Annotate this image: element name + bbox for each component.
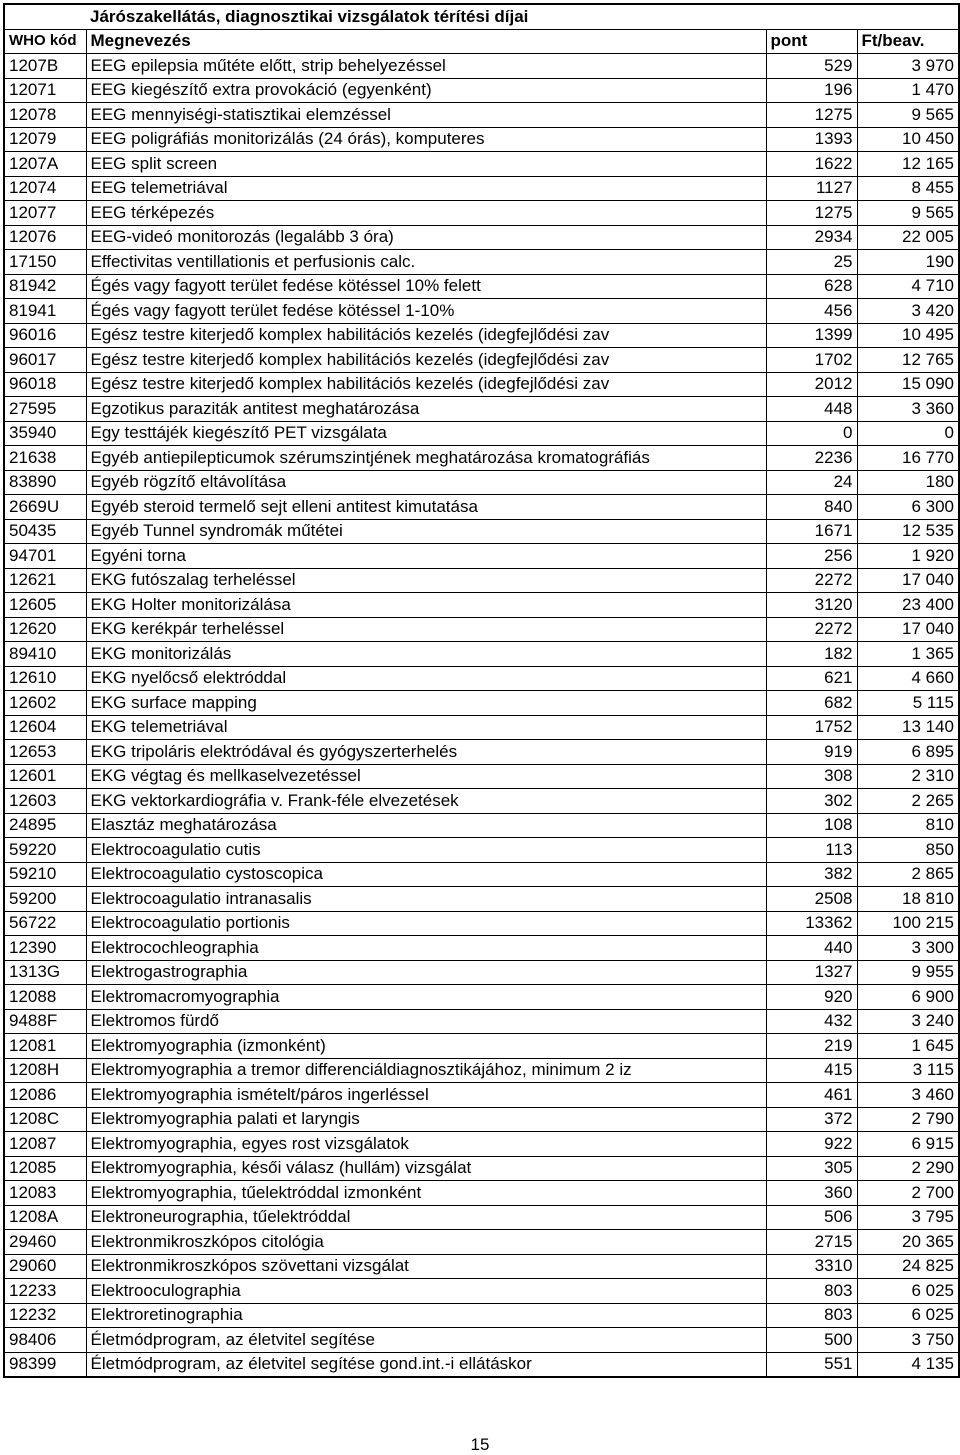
name-cell: EEG-videó monitorozás (legalább 3 óra) — [86, 225, 766, 250]
name-cell: Egész testre kiterjedő komplex habilitációs kezelés (idegfejlődési zav — [86, 372, 766, 397]
who-code-cell: 12602 — [4, 691, 86, 716]
pont-cell: 682 — [766, 691, 857, 716]
who-code-cell: 12087 — [4, 1132, 86, 1157]
pont-cell: 1399 — [766, 323, 857, 348]
pont-cell: 621 — [766, 666, 857, 691]
table-row — [4, 348, 959, 373]
ft-cell: 2 265 — [857, 789, 959, 814]
pont-cell: 551 — [766, 1352, 857, 1377]
table-row — [4, 1132, 959, 1157]
who-code-cell: 81942 — [4, 274, 86, 299]
table-row — [4, 1352, 959, 1377]
header-who-code: WHO kód — [4, 29, 86, 54]
table-row — [4, 789, 959, 814]
name-cell: Elektromyographia, késői válasz (hullám) vizsgálat — [86, 1156, 766, 1181]
table-row — [4, 544, 959, 569]
pont-cell: 500 — [766, 1328, 857, 1353]
pont-cell: 803 — [766, 1303, 857, 1328]
ft-cell: 180 — [857, 470, 959, 495]
name-cell: Elektrooculographia — [86, 1279, 766, 1304]
ft-cell: 5 115 — [857, 691, 959, 716]
who-code-cell: 21638 — [4, 446, 86, 471]
name-cell: Elektrogastrographia — [86, 960, 766, 985]
table-row — [4, 1303, 959, 1328]
header-ft: Ft/beav. — [857, 29, 959, 54]
who-code-cell: 98406 — [4, 1328, 86, 1353]
who-code-cell: 9488F — [4, 1009, 86, 1034]
name-cell: Égés vagy fagyott terület fedése kötéssel 10% felett — [86, 274, 766, 299]
ft-cell: 850 — [857, 838, 959, 863]
pont-cell: 13362 — [766, 911, 857, 936]
table-row — [4, 250, 959, 275]
pont-cell: 920 — [766, 985, 857, 1010]
who-code-cell: 12232 — [4, 1303, 86, 1328]
name-cell: EKG monitorizálás — [86, 642, 766, 667]
ft-cell: 1 365 — [857, 642, 959, 667]
table-row — [4, 666, 959, 691]
pont-cell: 803 — [766, 1279, 857, 1304]
name-cell: Elektromyographia, tűelektróddal izmonként — [86, 1181, 766, 1206]
name-cell: Elektromyographia palati et laryngis — [86, 1107, 766, 1132]
ft-cell: 190 — [857, 250, 959, 275]
table-row — [4, 1156, 959, 1181]
pont-cell: 196 — [766, 78, 857, 103]
who-code-cell: 12076 — [4, 225, 86, 250]
name-cell: Egyéni torna — [86, 544, 766, 569]
table-row — [4, 421, 959, 446]
ft-cell: 17 040 — [857, 617, 959, 642]
pont-cell: 24 — [766, 470, 857, 495]
who-code-cell: 59220 — [4, 838, 86, 863]
name-cell: Elektroneurographia, tűelektróddal — [86, 1205, 766, 1230]
table-row — [4, 299, 959, 324]
name-cell: Egész testre kiterjedő komplex habilitációs kezelés (idegfejlődési zav — [86, 348, 766, 373]
pont-cell: 432 — [766, 1009, 857, 1034]
who-code-cell: 12653 — [4, 740, 86, 765]
who-code-cell: 89410 — [4, 642, 86, 667]
pont-cell: 529 — [766, 54, 857, 79]
table-row — [4, 470, 959, 495]
who-code-cell: 12605 — [4, 593, 86, 618]
name-cell: Egyéb Tunnel syndromák műtétei — [86, 519, 766, 544]
name-cell: EKG vektorkardiográfia v. Frank-féle elvezetések — [86, 789, 766, 814]
table-row — [4, 764, 959, 789]
ft-cell: 6 025 — [857, 1279, 959, 1304]
ft-cell: 12 165 — [857, 152, 959, 177]
name-cell: Egyéb steroid termelő sejt elleni antitest kimutatása — [86, 495, 766, 520]
name-cell: Elektrocoagulatio portionis — [86, 911, 766, 936]
pont-cell: 3120 — [766, 593, 857, 618]
pont-cell: 25 — [766, 250, 857, 275]
table-row — [4, 715, 959, 740]
name-cell: EEG poligráfiás monitorizálás (24 órás), komputeres — [86, 127, 766, 152]
who-code-cell: 12620 — [4, 617, 86, 642]
who-code-cell: 35940 — [4, 421, 86, 446]
who-code-cell: 1208A — [4, 1205, 86, 1230]
who-code-cell: 98399 — [4, 1352, 86, 1377]
ft-cell: 2 310 — [857, 764, 959, 789]
table-row — [4, 397, 959, 422]
pont-cell: 919 — [766, 740, 857, 765]
name-cell: EKG Holter monitorizálása — [86, 593, 766, 618]
ft-cell: 1 470 — [857, 78, 959, 103]
who-code-cell: 12078 — [4, 103, 86, 128]
ft-cell: 3 360 — [857, 397, 959, 422]
who-code-cell: 12621 — [4, 568, 86, 593]
ft-cell: 17 040 — [857, 568, 959, 593]
table-row — [4, 1009, 959, 1034]
table-row — [4, 887, 959, 912]
who-code-cell: 27595 — [4, 397, 86, 422]
name-cell: EKG tripoláris elektródával és gyógyszerterhelés — [86, 740, 766, 765]
who-code-cell: 12088 — [4, 985, 86, 1010]
name-cell: Elektromyographia a tremor differenciáldiagnosztikájához, minimum 2 iz — [86, 1058, 766, 1083]
who-code-cell: 12081 — [4, 1034, 86, 1059]
pont-cell: 1622 — [766, 152, 857, 177]
ft-cell: 3 300 — [857, 936, 959, 961]
ft-cell: 23 400 — [857, 593, 959, 618]
who-code-cell: 96018 — [4, 372, 86, 397]
title-row — [4, 4, 959, 29]
ft-cell: 10 495 — [857, 323, 959, 348]
ft-cell: 8 455 — [857, 176, 959, 201]
pont-cell: 1275 — [766, 103, 857, 128]
ft-cell: 15 090 — [857, 372, 959, 397]
who-code-cell: 2669U — [4, 495, 86, 520]
pont-cell: 372 — [766, 1107, 857, 1132]
pont-cell: 219 — [766, 1034, 857, 1059]
table-row — [4, 103, 959, 128]
who-code-cell: 12390 — [4, 936, 86, 961]
name-cell: EKG kerékpár terheléssel — [86, 617, 766, 642]
ft-cell: 0 — [857, 421, 959, 446]
pont-cell: 440 — [766, 936, 857, 961]
pont-cell: 382 — [766, 862, 857, 887]
who-code-cell: 81941 — [4, 299, 86, 324]
table-row — [4, 862, 959, 887]
table-row — [4, 1230, 959, 1255]
fee-table — [3, 3, 960, 1378]
table-row — [4, 274, 959, 299]
who-code-cell: 12083 — [4, 1181, 86, 1206]
table-row — [4, 1058, 959, 1083]
header-row — [4, 29, 959, 54]
name-cell: Egyéb rögzítő eltávolítása — [86, 470, 766, 495]
name-cell: Elektroretinographia — [86, 1303, 766, 1328]
ft-cell: 18 810 — [857, 887, 959, 912]
name-cell: EEG kiegészítő extra provokáció (egyenként) — [86, 78, 766, 103]
who-code-cell: 12071 — [4, 78, 86, 103]
ft-cell: 2 700 — [857, 1181, 959, 1206]
who-code-cell: 1313G — [4, 960, 86, 985]
table-row — [4, 617, 959, 642]
ft-cell: 3 460 — [857, 1083, 959, 1108]
name-cell: Egyéb antiepilepticumok szérumszintjének meghatározása kromatográfiás — [86, 446, 766, 471]
pont-cell: 1275 — [766, 201, 857, 226]
table-row — [4, 1328, 959, 1353]
pont-cell: 840 — [766, 495, 857, 520]
ft-cell: 16 770 — [857, 446, 959, 471]
name-cell: EEG térképezés — [86, 201, 766, 226]
who-code-cell: 29060 — [4, 1254, 86, 1279]
name-cell: EKG futószalag terheléssel — [86, 568, 766, 593]
table-row — [4, 54, 959, 79]
table-row — [4, 1083, 959, 1108]
table-row — [4, 495, 959, 520]
table-row — [4, 152, 959, 177]
name-cell: EEG mennyiségi-statisztikai elemzéssel — [86, 103, 766, 128]
ft-cell: 6 900 — [857, 985, 959, 1010]
pont-cell: 1327 — [766, 960, 857, 985]
name-cell: Elektromyographia ismételt/páros ingerléssel — [86, 1083, 766, 1108]
who-code-cell: 12603 — [4, 789, 86, 814]
ft-cell: 1 645 — [857, 1034, 959, 1059]
table-row — [4, 911, 959, 936]
name-cell: Elektronmikroszkópos citológia — [86, 1230, 766, 1255]
name-cell: Egy testtájék kiegészítő PET vizsgálata — [86, 421, 766, 446]
pont-cell: 2272 — [766, 617, 857, 642]
table-row — [4, 936, 959, 961]
who-code-cell: 1207A — [4, 152, 86, 177]
ft-cell: 3 240 — [857, 1009, 959, 1034]
ft-cell: 12 535 — [857, 519, 959, 544]
ft-cell: 3 970 — [857, 54, 959, 79]
pont-cell: 922 — [766, 1132, 857, 1157]
table-row — [4, 225, 959, 250]
name-cell: Elektromyographia, egyes rost vizsgálatok — [86, 1132, 766, 1157]
name-cell: Egész testre kiterjedő komplex habilitációs kezelés (idegfejlődési zav — [86, 323, 766, 348]
table-row — [4, 372, 959, 397]
who-code-cell: 56722 — [4, 911, 86, 936]
header-name: Megnevezés — [86, 29, 766, 54]
pont-cell: 1752 — [766, 715, 857, 740]
ft-cell: 9 565 — [857, 103, 959, 128]
ft-cell: 2 865 — [857, 862, 959, 887]
name-cell: Effectivitas ventillationis et perfusionis calc. — [86, 250, 766, 275]
name-cell: Elektrocoagulatio cutis — [86, 838, 766, 863]
ft-cell: 10 450 — [857, 127, 959, 152]
table-title: Járószakellátás, diagnosztikai vizsgálatok térítési díjai — [86, 4, 766, 29]
pont-cell: 1671 — [766, 519, 857, 544]
who-code-cell: 12601 — [4, 764, 86, 789]
pont-cell: 0 — [766, 421, 857, 446]
name-cell: Elektronmikroszkópos szövettani vizsgálat — [86, 1254, 766, 1279]
who-code-cell: 24895 — [4, 813, 86, 838]
ft-cell: 3 420 — [857, 299, 959, 324]
name-cell: Elektromyographia (izmonként) — [86, 1034, 766, 1059]
ft-cell: 3 795 — [857, 1205, 959, 1230]
who-code-cell: 12077 — [4, 201, 86, 226]
pont-cell: 308 — [766, 764, 857, 789]
table-row — [4, 691, 959, 716]
table-row — [4, 642, 959, 667]
pont-cell: 2272 — [766, 568, 857, 593]
who-code-cell: 83890 — [4, 470, 86, 495]
name-cell: Életmódprogram, az életvitel segítése — [86, 1328, 766, 1353]
who-code-cell: 96017 — [4, 348, 86, 373]
ft-cell: 6 915 — [857, 1132, 959, 1157]
who-code-cell: 12074 — [4, 176, 86, 201]
name-cell: Életmódprogram, az életvitel segítése gond.int.-i ellátáskor — [86, 1352, 766, 1377]
ft-cell: 12 765 — [857, 348, 959, 373]
name-cell: Egzotikus paraziták antitest meghatározása — [86, 397, 766, 422]
who-code-cell: 12085 — [4, 1156, 86, 1181]
pont-cell: 302 — [766, 789, 857, 814]
table-row — [4, 568, 959, 593]
table-row — [4, 78, 959, 103]
table-row — [4, 740, 959, 765]
ft-cell: 100 215 — [857, 911, 959, 936]
name-cell: Égés vagy fagyott terület fedése kötéssel 1-10% — [86, 299, 766, 324]
pont-cell: 3310 — [766, 1254, 857, 1279]
who-code-cell: 1207B — [4, 54, 86, 79]
pont-cell: 461 — [766, 1083, 857, 1108]
table-row — [4, 446, 959, 471]
ft-cell: 9 955 — [857, 960, 959, 985]
who-code-cell: 12610 — [4, 666, 86, 691]
table-row — [4, 838, 959, 863]
ft-cell: 13 140 — [857, 715, 959, 740]
table-row — [4, 813, 959, 838]
pont-cell: 628 — [766, 274, 857, 299]
ft-cell: 2 790 — [857, 1107, 959, 1132]
table-row — [4, 127, 959, 152]
pont-cell: 108 — [766, 813, 857, 838]
who-code-cell: 17150 — [4, 250, 86, 275]
who-code-cell: 1208C — [4, 1107, 86, 1132]
table-row — [4, 985, 959, 1010]
table-row — [4, 201, 959, 226]
who-code-cell: 50435 — [4, 519, 86, 544]
page-number: 15 — [470, 1435, 490, 1454]
name-cell: EKG telemetriával — [86, 715, 766, 740]
who-code-cell: 12079 — [4, 127, 86, 152]
pont-cell: 113 — [766, 838, 857, 863]
pont-cell: 1702 — [766, 348, 857, 373]
who-code-cell: 96016 — [4, 323, 86, 348]
name-cell: Elektrocochleographia — [86, 936, 766, 961]
pont-cell: 256 — [766, 544, 857, 569]
name-cell: Elektromacromyographia — [86, 985, 766, 1010]
name-cell: EKG végtag és mellkaselvezetéssel — [86, 764, 766, 789]
pont-cell: 305 — [766, 1156, 857, 1181]
table-row — [4, 593, 959, 618]
who-code-cell: 12086 — [4, 1083, 86, 1108]
table-row — [4, 176, 959, 201]
name-cell: EKG surface mapping — [86, 691, 766, 716]
ft-cell: 6 300 — [857, 495, 959, 520]
pont-cell: 2715 — [766, 1230, 857, 1255]
who-code-cell: 59210 — [4, 862, 86, 887]
table-row — [4, 1107, 959, 1132]
table-row — [4, 1181, 959, 1206]
header-pont: pont — [766, 29, 857, 54]
who-code-cell: 12233 — [4, 1279, 86, 1304]
pont-cell: 1127 — [766, 176, 857, 201]
ft-cell: 20 365 — [857, 1230, 959, 1255]
ft-cell: 810 — [857, 813, 959, 838]
table-row — [4, 1254, 959, 1279]
ft-cell: 4 660 — [857, 666, 959, 691]
pont-cell: 448 — [766, 397, 857, 422]
table-row — [4, 519, 959, 544]
pont-cell: 456 — [766, 299, 857, 324]
pont-cell: 2934 — [766, 225, 857, 250]
name-cell: Elasztáz meghatározása — [86, 813, 766, 838]
who-code-cell: 12604 — [4, 715, 86, 740]
ft-cell: 3 750 — [857, 1328, 959, 1353]
name-cell: Elektrocoagulatio intranasalis — [86, 887, 766, 912]
ft-cell: 1 920 — [857, 544, 959, 569]
name-cell: EKG nyelőcső elektróddal — [86, 666, 766, 691]
who-code-cell: 59200 — [4, 887, 86, 912]
pont-cell: 182 — [766, 642, 857, 667]
pont-cell: 506 — [766, 1205, 857, 1230]
name-cell: EEG split screen — [86, 152, 766, 177]
table-row — [4, 960, 959, 985]
pont-cell: 2508 — [766, 887, 857, 912]
ft-cell: 4 710 — [857, 274, 959, 299]
pont-cell: 360 — [766, 1181, 857, 1206]
table-row — [4, 1034, 959, 1059]
ft-cell: 6 895 — [857, 740, 959, 765]
table-row — [4, 1279, 959, 1304]
pont-cell: 2012 — [766, 372, 857, 397]
who-code-cell: 94701 — [4, 544, 86, 569]
pont-cell: 415 — [766, 1058, 857, 1083]
table-row — [4, 323, 959, 348]
name-cell: Elektrocoagulatio cystoscopica — [86, 862, 766, 887]
pont-cell: 1393 — [766, 127, 857, 152]
name-cell: EEG telemetriával — [86, 176, 766, 201]
ft-cell: 4 135 — [857, 1352, 959, 1377]
ft-cell: 24 825 — [857, 1254, 959, 1279]
ft-cell: 2 290 — [857, 1156, 959, 1181]
who-code-cell: 1208H — [4, 1058, 86, 1083]
name-cell: Elektromos fürdő — [86, 1009, 766, 1034]
ft-cell: 6 025 — [857, 1303, 959, 1328]
ft-cell: 3 115 — [857, 1058, 959, 1083]
who-code-cell: 29460 — [4, 1230, 86, 1255]
pont-cell: 2236 — [766, 446, 857, 471]
name-cell: EEG epilepsia műtéte előtt, strip behelyezéssel — [86, 54, 766, 79]
ft-cell: 9 565 — [857, 201, 959, 226]
table-row — [4, 1205, 959, 1230]
ft-cell: 22 005 — [857, 225, 959, 250]
